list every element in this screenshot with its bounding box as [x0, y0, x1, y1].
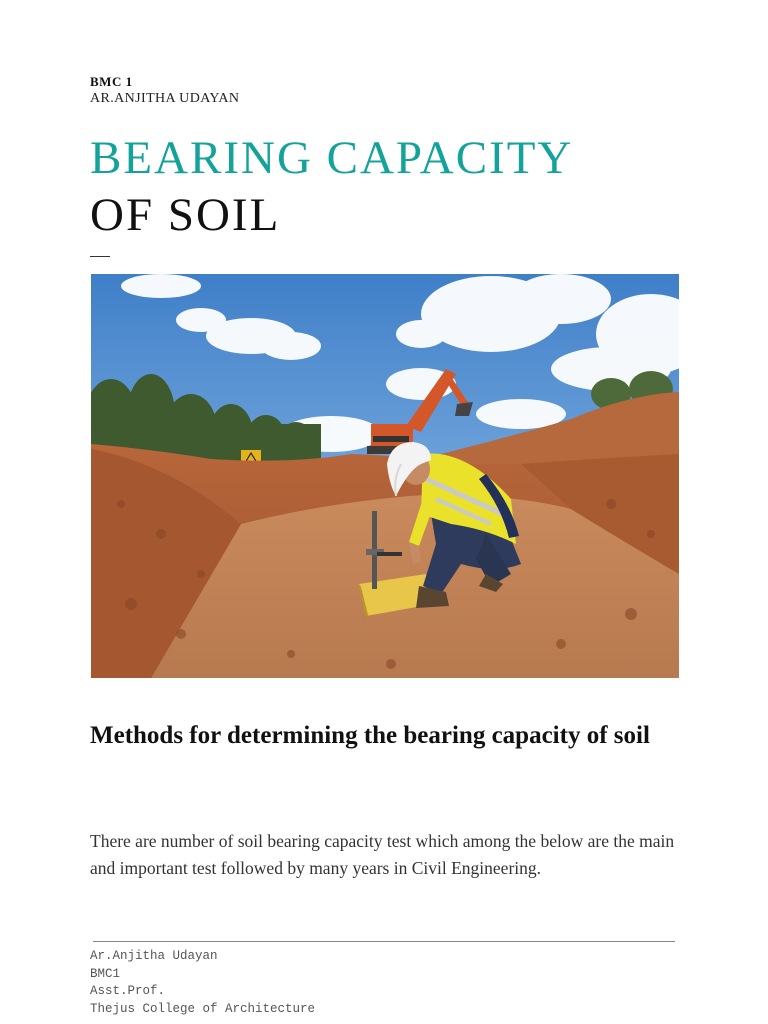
document-title-line-1: BEARING CAPACITY — [90, 132, 574, 184]
soil-test-site-illustration — [91, 274, 679, 678]
footer — [90, 948, 315, 1018]
footer-course: BMC1 — [90, 966, 121, 981]
section-heading: Methods for determining the bearing capacity of soil — [90, 722, 650, 749]
footer-author: Ar.Anjitha Udayan — [90, 949, 218, 963]
course-code: BMC 1 — [90, 74, 133, 89]
author-name: AR.ANJITHA UDAYAN — [90, 91, 240, 106]
footer-institution: Thejus College of Architecture — [90, 1001, 316, 1016]
document-title-line-2: OF SOIL — [90, 189, 281, 241]
title-divider — [90, 256, 110, 257]
footer-divider — [93, 941, 675, 942]
intro-paragraph: There are number of soil bearing capacity test which among the below are the main and important test followed by many years in Civil Engineering. — [90, 831, 675, 878]
hero-photo — [91, 274, 679, 678]
footer-position: Asst.Prof. — [90, 984, 166, 998]
